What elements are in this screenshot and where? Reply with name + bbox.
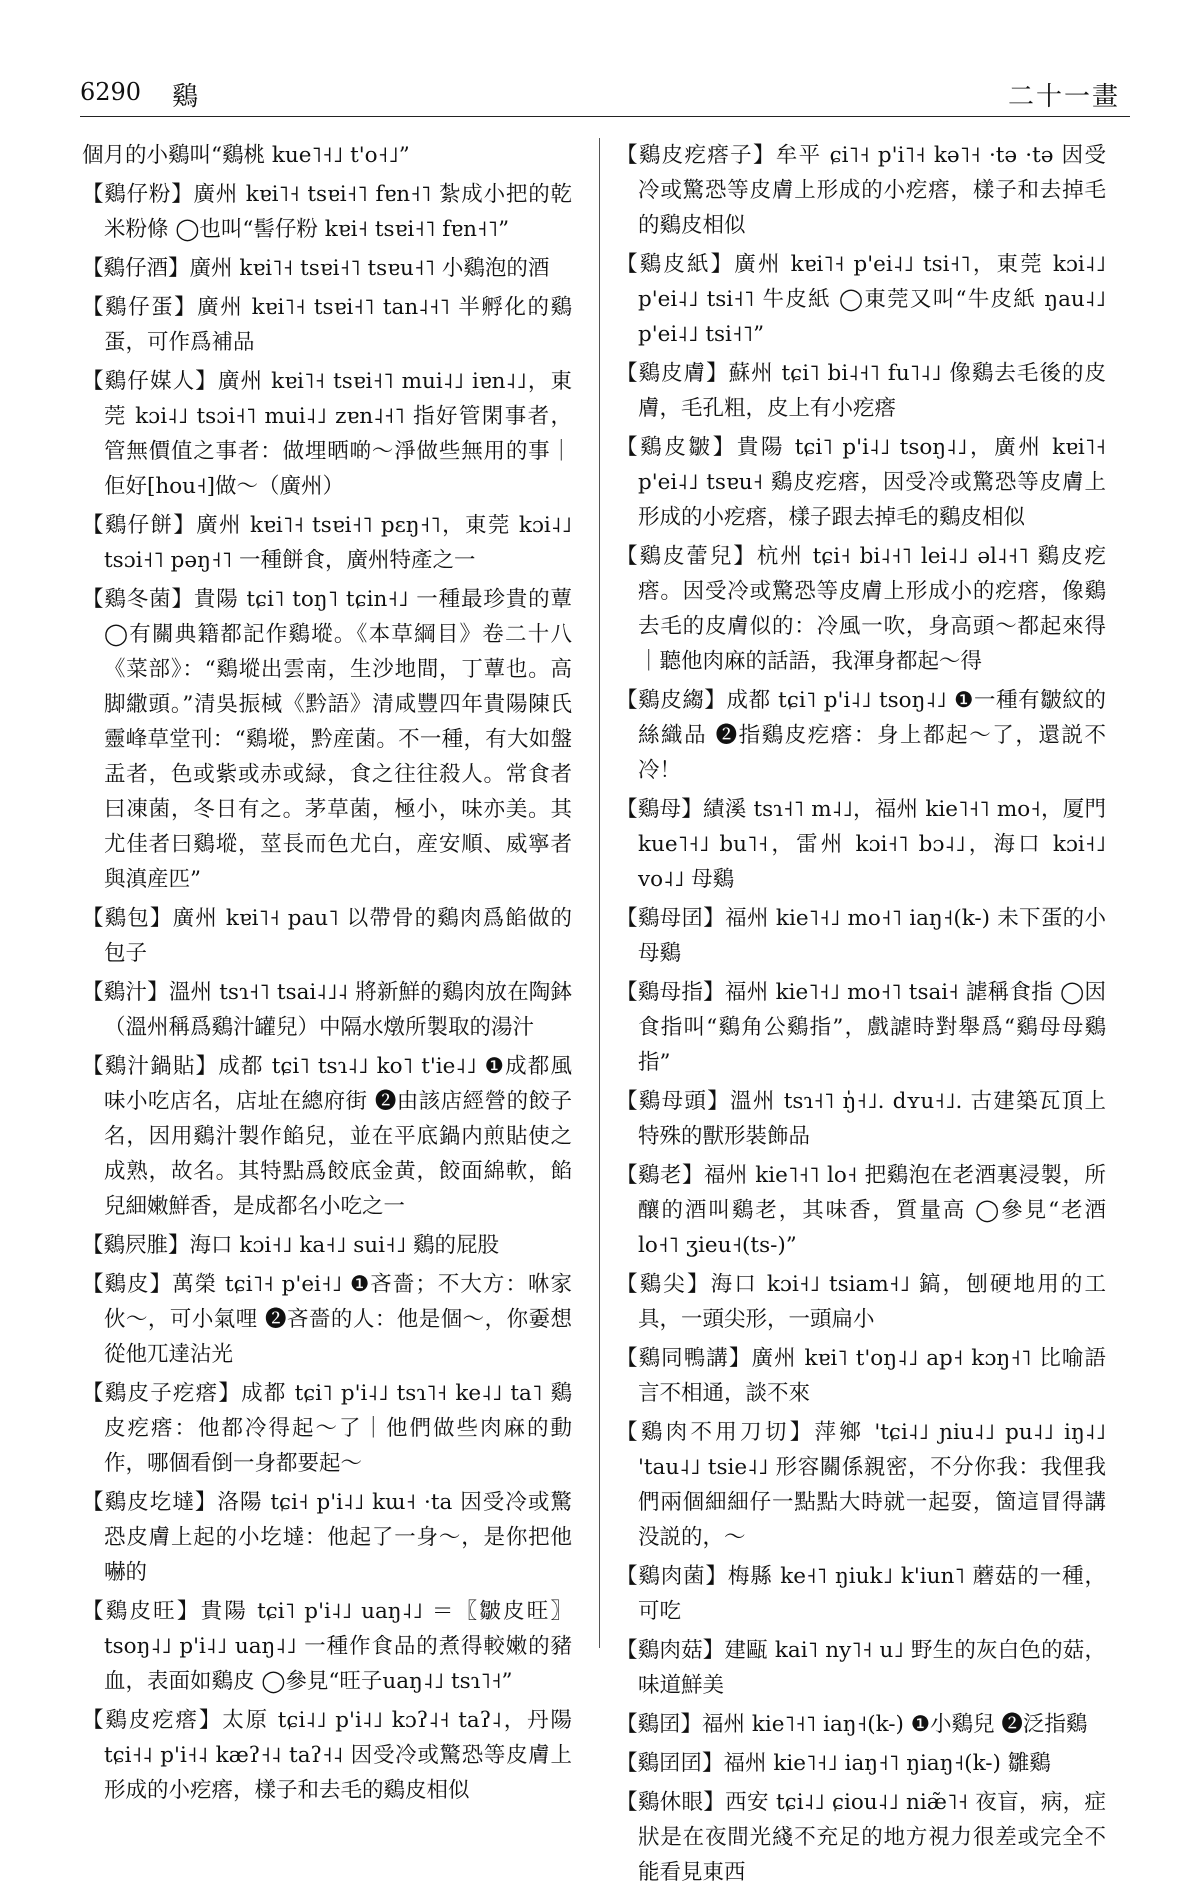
dictionary-entry: 【鷄皮皺】貴陽 tɕi˥ p'i˨˩ tsoŋ˨˩，廣州 kɐi˥˧ p'ei˨˩ tsɐu˧ 鷄皮疙瘩，因受冷或驚恐等皮膚上形成的小疙瘩，樣子跟去掉毛的鷄皮相似 xyxy=(616,435,1106,530)
dictionary-entry: 【鷄汁鍋貼】成都 tɕi˥ tsɿ˨˩ ko˥ t'ie˨˩ ❶成都風味小吃店名，店址在總府街 ❷由該店經營的餃子名，因用鷄汁製作餡兒，並在平底鍋内煎貼使之成熟，故名。其特點爲餃底金黄，餃面綿軟，餡兒細嫩鮮香，是成都名小吃之一 xyxy=(82,1054,572,1219)
dictionary-entry: 【鷄皮】萬榮 tɕi˥˧ p'ei˧˩ ❶吝嗇；不大方：咻家伙～，可小氣哩 ❷吝嗇的人：他是個～，你嫑想從他兀達沾光 xyxy=(82,1272,572,1367)
dictionary-entry: 【鷄皮疙瘩】太原 tɕi˨˩ p'i˨˩ kɔʔ˨˧ taʔ˨，丹陽 tɕi˧˨ p'i˧˨ kæʔ˧˨ taʔ˧˨ 因受冷或驚恐等皮膚上形成的小疙瘩，樣子和去毛的鷄皮相似 xyxy=(82,1708,572,1803)
dictionary-entry: 【鷄汁】溫州 tsɿ˧˥ tsai˨˩˨ 將新鮮的鷄肉放在陶鉢（溫州稱爲鷄汁罐兒）中隔水燉所製取的湯汁 xyxy=(82,980,572,1040)
dictionary-entry: 【鷄仔粉】廣州 kɐi˥˧ tsɐi˧˥ fɐn˧˥ 紮成小把的乾米粉條 ◯也叫“髻仔粉 kɐi˧ tsɐi˧˥ fɐn˧˥” xyxy=(82,182,572,242)
dictionary-entry: 【鷄母頭】溫州 tsɿ˧˥ ŋ̍˧˩. dʏu˧˩. 古建築瓦頂上特殊的獸形裝飾品 xyxy=(616,1089,1106,1149)
dictionary-entry: 【鷄囝】福州 kie˥˧˥ iaŋ˧(k-) ❶小鷄兒 ❷泛指鷄 xyxy=(616,1712,1088,1737)
stroke-section-label: 二十一畫 xyxy=(1007,82,1120,112)
column-divider xyxy=(599,138,600,1648)
running-head-character: 鷄 xyxy=(172,82,199,112)
dictionary-entry: 【鷄肉不用刀切】萍鄉 'tɕi˨˩ ɲiu˨˩ pu˨˩ iŋ˨˩ 'tau˨˩ tsie˨˩ 形容關係親密，不分你我：我俚我們兩個細細仔一點點大時就一起耍，箇這冒得講没説的，～ xyxy=(616,1420,1106,1550)
dictionary-entry: 【鷄肉菇】建甌 kai˥ ny˥˧ u˩ 野生的灰白色的菇，味道鮮美 xyxy=(616,1638,1106,1698)
dictionary-entry: 【鷄肉菌】梅縣 ke˧˥ ŋiuk˩ k'iun˥ 蘑菇的一種，可吃 xyxy=(616,1564,1106,1624)
dictionary-entry: 【鷄冬菌】貴陽 tɕi˥ toŋ˥ tɕin˧˩ 一種最珍貴的蕈 ◯有關典籍都記作鷄㙡。《本草綱目》卷二十八《菜部》：“鷄㙡出雲南，生沙地間，丁蕈也。高脚繖頭。”清吳振棫《黔語》清咸豐四年貴陽陳氏靈峰草堂刊：“鷄㙡，黔産菌。不一種，有大如盤盂者，色或紫或赤或緑，食之往往殺人。常食者曰凍菌，冬日有之。茅草菌，極小，味亦美。其尤佳者曰鷄㙡，莖長而色尤白，産安順、威寧者與滇産匹” xyxy=(82,587,572,892)
dictionary-entry: 【鷄皮縐】成都 tɕi˥ p'i˨˩ tsoŋ˨˩ ❶一種有皺紋的絲織品 ❷指鷄皮疙瘩：身上都起～了，還説不冷！ xyxy=(616,688,1106,783)
dictionary-entry: 【鷄仔蛋】廣州 kɐi˥˧ tsɐi˧˥ tan˨˧˥ 半孵化的鷄蛋，可作爲補品 xyxy=(82,295,572,355)
dictionary-entry: 【鷄尖】海口 kɔi˧˩ tsiam˧˩ 鎬，刨硬地用的工具，一頭尖形，一頭扁小 xyxy=(616,1272,1106,1332)
entry-continuation: 個月的小鷄叫“鷄桃 kue˥˧˩ t'o˧˩” xyxy=(82,143,410,168)
dictionary-entry: 【鷄皮蕾兒】杭州 tɕi˧ bi˨˧˥ lei˨˩ əl˨˧˥ 鷄皮疙瘩。因受冷或驚恐等皮膚上形成小的疙瘩，像鷄去毛的皮膚似的：冷風一吹，身高頭～都起來得｜聽他肉麻的話語，我渾身都起～得 xyxy=(616,544,1106,674)
dictionary-entry: 【鷄包】廣州 kɐi˥˧ pau˥ 以帶骨的鷄肉爲餡做的包子 xyxy=(82,906,572,966)
page-number: 6290 xyxy=(80,78,142,106)
dictionary-entry: 【鷄休眼】西安 tɕi˨˩ ɕiou˨˩ niæ̃˥˧ 夜盲，病，症狀是在夜間光綫不充足的地方視力很差或完全不能看見東西 xyxy=(616,1790,1106,1885)
page-header xyxy=(80,70,1130,117)
dictionary-entry: 【鷄同鴨講】廣州 kɐi˥ t'oŋ˨˩ ap˧ kɔŋ˧˥ 比喻語言不相通，談不來 xyxy=(616,1346,1106,1406)
dictionary-entry: 【鷄囝囝】福州 kie˥˧˩ iaŋ˧˥ ŋiaŋ˧(k-) 雛鷄 xyxy=(616,1751,1051,1776)
dictionary-entry: 【鷄母囝】福州 kie˥˧˩ mo˧˥ iaŋ˧(k-) 未下蛋的小母鷄 xyxy=(616,906,1106,966)
dictionary-entry: 【鷄仔酒】廣州 kɐi˥˧ tsɐi˧˥ tsɐu˧˥ 小鷄泡的酒 xyxy=(82,256,550,281)
dictionary-entry: 【鷄母】績溪 tsɿ˧˥ m˨˩，福州 kie˥˧˥ mo˧，厦門 kue˥˧˩ bu˥˧，雷州 kɔi˧˥ bɔ˨˩，海口 kɔi˧˩ vo˨˩ 母鷄 xyxy=(616,797,1106,892)
dictionary-entry: 【鷄皮膚】蘇州 tɕi˥ bi˨˧˥ fu˥˨˩ 像鷄去毛後的皮膚，毛孔粗，皮上有小疙瘩 xyxy=(616,361,1106,421)
dictionary-entry: 【鷄仔餅】廣州 kɐi˥˧ tsɐi˧˥ pɛŋ˧˥，東莞 kɔi˨˩ tsɔi˧˥ pəŋ˧˥ 一種餅食，廣州特產之一 xyxy=(82,513,572,573)
dictionary-entry: 【鷄皮子疙瘩】成都 tɕi˥ p'i˨˩ tsɿ˥˧ ke˨˩ ta˥ 鷄皮疙瘩：他都冷得起～了｜他們做些肉麻的動作，哪個看倒一身都要起～ xyxy=(82,1381,572,1476)
dictionary-entry: 【鷄皮疙瘩子】牟平 ɕi˥˧ p'i˥˧ kə˥˧ ·tə ·tə 因受冷或驚恐等皮膚上形成的小疙瘩，樣子和去掉毛的鷄皮相似 xyxy=(616,143,1106,238)
dictionary-entry: 【鷄皮紙】廣州 kɐi˥˧ p'ei˨˩ tsi˧˥，東莞 kɔi˨˩ p'ei˨˩ tsi˧˥ 牛皮紙 ◯東莞又叫“牛皮紙 ŋau˨˩ p'ei˨˩ tsi˧˥” xyxy=(616,252,1106,347)
dictionary-entry: 【鷄皮旺】貴陽 tɕi˥ p'i˨˩ uaŋ˨˩ ＝〖皺皮旺〗tsoŋ˨˩ p'i˨˩ uaŋ˨˩ 一種作食品的煮得較嫩的豬血，表面如鷄皮 ◯參見“旺子uaŋ˨˩ tsɿ˥˧” xyxy=(82,1599,572,1694)
dictionary-entry: 【鷄屄脽】海口 kɔi˧˩ ka˧˩ sui˧˩ 鷄的屁股 xyxy=(82,1233,500,1258)
right-column xyxy=(616,138,1106,1894)
dictionary-entry: 【鷄老】福州 kie˥˧˥ lo˧ 把鷄泡在老酒裏浸製，所釀的酒叫鷄老，其味香，質量高 ◯參見“老酒 lo˧˥ ʒieu˧(ts-)” xyxy=(616,1163,1106,1258)
dictionary-entry: 【鷄皮圪墶】洛陽 tɕi˧ p'i˨˩ kɯ˧ ·ta 因受冷或驚恐皮膚上起的小圪墶：他起了一身～，是你把他嚇的 xyxy=(82,1490,572,1585)
dictionary-entry: 【鷄母指】福州 kie˥˧˩ mo˧˥ tsai˧ 謔稱食指 ◯因食指叫“鷄角公鷄指”，戲謔時對舉爲“鷄母母鷄指” xyxy=(616,980,1106,1075)
dictionary-entry: 【鷄仔媒人】廣州 kɐi˥˧ tsɐi˧˥ mui˨˩ iɐn˨˩，東莞 kɔi˨˩ tsɔi˧˥ mui˨˩ zɐn˨˧˥ 指好管閑事者，管無價值之事者：做埋晒啲～淨做些無用的事｜佢好[hou˧]做～（廣州） xyxy=(82,369,572,499)
left-column xyxy=(82,138,572,1812)
